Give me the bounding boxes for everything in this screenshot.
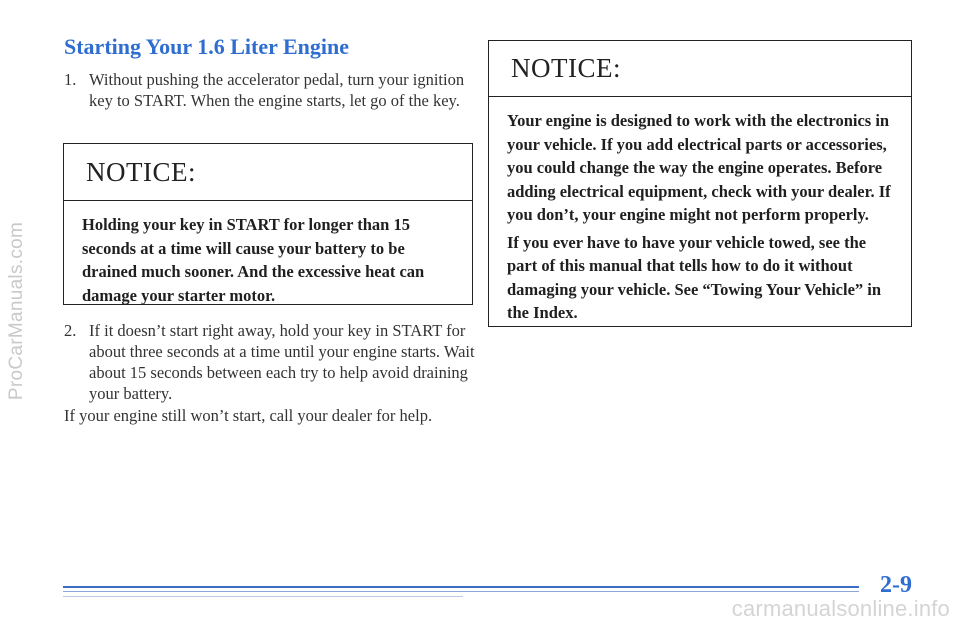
footer-rule: [63, 586, 859, 588]
notice-box-key: [63, 143, 473, 305]
step-1-number: 1.: [64, 70, 77, 89]
step-1: [64, 69, 484, 111]
step-2-number: 2.: [64, 321, 77, 340]
notice-box-electronics: [488, 40, 912, 327]
side-watermark-text: ProCarManuals.com: [6, 221, 27, 400]
side-watermark: [4, 0, 30, 621]
closing-text: If your engine still won’t start, call your dealer for help.: [64, 406, 433, 425]
bottom-watermark: carmanualsonline.info: [731, 596, 950, 621]
step-1-text: Without pushing the accelerator pedal, turn your ignition key to START. When the engine starts, let go of the key.: [89, 70, 465, 110]
section-heading: Starting Your 1.6 Liter Engine: [64, 34, 350, 59]
footer-rule-faint: [63, 596, 463, 597]
step-2: [64, 320, 484, 404]
notice-paragraph: Your engine is designed to work with the electronics in your vehicle. If you add electrical parts or accessories, you could change the way the engine operates. Before adding electrical equipment, check with your dealer. If you don’t, your engine might not perform properly.: [507, 111, 891, 224]
notice-title: NOTICE:: [64, 144, 472, 201]
notice-paragraph: If you ever have to have your vehicle towed, see the part of this manual that tells how to do it without damaging your vehicle. See “Towing Your Vehicle” in the Index.: [507, 232, 882, 322]
notice-paragraph: Holding your key in START for longer than 15 seconds at a time will cause your battery to be drained much sooner. And the excessive heat can damage your starter motor.: [82, 215, 425, 305]
footer-rule-thin: [63, 591, 859, 592]
page-number: 2-9: [880, 572, 912, 598]
notice-body: [64, 201, 472, 307]
notice-body: [489, 97, 911, 325]
step-2-text: If it doesn’t start right away, hold your key in START for about three seconds at a time until your engine starts. Wait about 15 seconds between each try to help avoid draining your battery.: [89, 321, 475, 403]
notice-title: NOTICE:: [489, 41, 911, 97]
